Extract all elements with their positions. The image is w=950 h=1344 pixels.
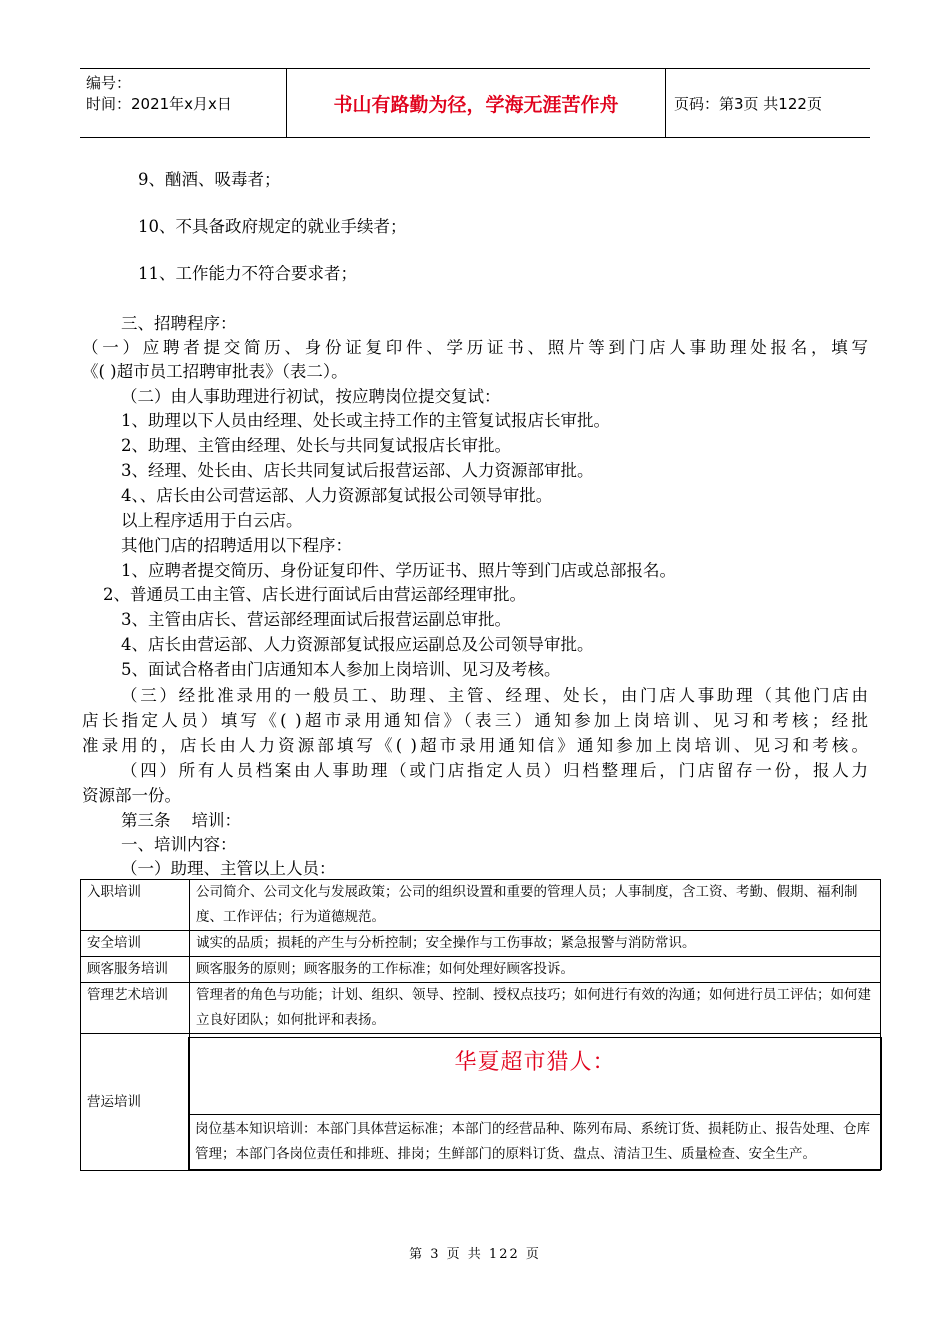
header-motto: 书山有路勤为径，学海无涯苦作舟 [286,69,666,137]
other-item-1: 1、应聘者提交简历、身份证复印件、学历证书、照片等到门店或总部报名。 [121,561,676,580]
other-stores-title: 其他门店的招聘适用以下程序： [121,536,352,555]
para-1-line-2: 《( )超市员工招聘审批表》（表二）。 [82,362,348,381]
other-item-5: 5、面试合格者由门店通知本人参加上岗培训、见习及考核。 [121,660,561,679]
table-row [81,931,881,957]
ops-banner-area [189,1038,881,1115]
item-11: 11、工作能力不符合要求者； [138,264,357,283]
page-header [80,68,870,138]
other-item-4: 4、店长由营运部、人力资源部复试报应运副总及公司领导审批。 [121,635,594,654]
header-page-label: 页码：第3页 共122页 [674,94,822,113]
para-4-line-1: （四）所有人员档案由人事助理（或门店指定人员）归档整理后，门店留存一份，报人力 [121,761,868,780]
other-item-2: 2、普通员工由主管、店长进行面试后由营运部经理审批。 [103,585,526,604]
other-item-3: 3、主管由店长、营运部经理面试后报营运副总审批。 [121,610,511,629]
table-category-cell: 顾客服务培训 [81,957,190,983]
para-3-line-1: （三）经批准录用的一般员工、助理、主管、经理、处长，由门店人事助理（其他门店由 [121,686,868,705]
section-title-recruit-procedure: 三、招聘程序： [121,314,237,333]
ops-content: 岗位基本知识培训：本部门具体营运标准；本部门的经营品种、陈列布局、系统订货、损耗防止、报告处理、仓库管理；本部门各岗位责任和排班、排岗；生鲜部门的原料订货、盘点、清洁卫生、质量检查、安全生产。 [195,1121,870,1162]
table-category-cell: 安全培训 [81,931,190,957]
table-category-cell: 营运培训 [81,1034,190,1171]
ops-inner-box [188,1037,882,1170]
training-group-title: （一）助理、主管以上人员： [121,859,336,878]
table-row [81,880,881,931]
para-4-line-2: 资源部一份。 [82,786,181,805]
table-content-cell: 诚实的品质；损耗的产生与分析控制；安全操作与工伤事故；紧急报警与消防常识。 [190,931,881,957]
table-row [81,957,881,983]
training-table [80,879,881,1171]
ops-banner-text: 华夏超市猎人： [454,1050,616,1075]
para-2-note: 以上程序适用于白云店。 [121,511,303,530]
header-meta [80,69,286,137]
time-label: 时间：2021年x月x日 [86,95,232,113]
item-9: 9、酗酒、吸毒者； [138,170,281,189]
para-2-item-4: 4、、店长由公司营运部、人力资源部复试报公司领导审批。 [121,486,553,505]
table-category-cell: 入职培训 [81,880,190,931]
serial-label: 编号： [86,74,132,92]
para-2: （二）由人事助理进行初试，按应聘岗位提交复试： [121,387,501,406]
para-1-line-1: （一）应聘者提交简历、身份证复印件、学历证书、照片等到门店人事助理处报名，填写 [82,338,868,357]
item-10: 10、不具备政府规定的就业手续者； [138,217,407,236]
para-2-item-1: 1、助理以下人员由经理、处长或主持工作的主管复试报店长审批。 [121,411,610,430]
page-footer: 第 3 页 共 122 页 [409,1247,541,1262]
para-2-item-3: 3、经理、处长由、店长共同复试后报营运部、人力资源部审批。 [121,461,594,480]
para-2-item-2: 2、助理、主管由经理、处长与共同复试报店长审批。 [121,436,511,455]
table-content-cell: 顾客服务的原则；顾客服务的工作标准；如何处理好顾客投诉。 [190,957,881,983]
table-content-cell: 管理者的角色与功能；计划、组织、领导、控制、授权点技巧；如何进行有效的沟通；如何进行员工评估；如何建立良好团队；如何批评和表扬。 [190,983,881,1034]
ops-training-cell [190,1034,881,1171]
training-content-title: 一、培训内容： [121,835,237,854]
table-content-cell: 公司简介、公司文化与发展政策；公司的组织设置和重要的管理人员；人事制度，含工资、考勤、假期、福利制度、工作评估；行为道德规范。 [190,880,881,931]
table-category-cell: 管理艺术培训 [81,983,190,1034]
table-row [81,983,881,1034]
para-3-line-3: 准录用的，店长由人力资源部填写《( )超市录用通知信》通知参加上岗培训、见习和考核。 [82,736,868,755]
article-3-title: 第三条 培训： [121,811,241,830]
table-row [81,1034,881,1171]
para-3-line-2: 店长指定人员）填写《( )超市录用通知信》（表三）通知参加上岗培训、见习和考核；经批 [82,711,868,730]
